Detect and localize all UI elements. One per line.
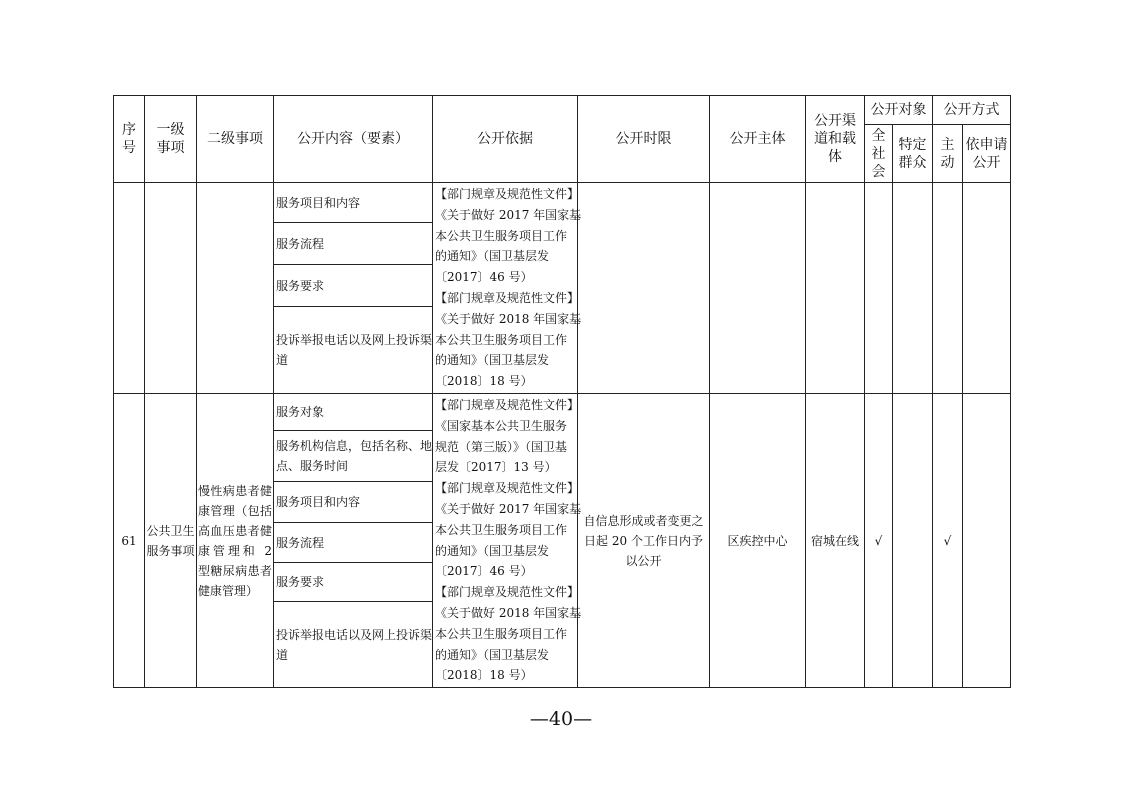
header-content: 公开内容（要素）: [274, 96, 433, 183]
b1-basis: 【部门规章及规范性文件】 《关于做好 2017 年国家基 本公共卫生服务项目工作 的通知》（国卫基层发 〔2017〕46 号） 【部门规章及规范性文件】 《关于做好 2018 年国家基 本公共卫生服务项目工作 的通知》（国卫基层发 〔2018〕18 号）: [433, 183, 578, 394]
b1-method-active: [933, 183, 963, 394]
b2-basis: 【部门规章及规范性文件】 《国家基本公共卫生服务 规范（第三版）》（国卫基 层发〔2017〕13 号） 【部门规章及规范性文件】 《关于做好 2017 年国家基 本公共卫生服务项目工作 的通知》（国卫基层发 〔2017〕46 号） 【部门规章及规范性文件】 《关于做好 2018 年国家基 本公共卫生服务项目工作 的通知》（国卫基层发 〔2018〕18 号）: [433, 394, 578, 688]
b1-content-item: 服务项目和内容: [274, 183, 433, 223]
b2-content-item: 服务项目和内容: [274, 482, 433, 523]
b1-subject: [710, 183, 806, 394]
b2-content-item: 投诉举报电话以及网上投诉渠道: [274, 601, 433, 687]
b1-channel: [806, 183, 865, 394]
header-target: 公开对象: [865, 96, 933, 125]
header-time-limit: 公开时限: [578, 96, 710, 183]
header-level1: 一级 事项: [145, 96, 197, 183]
header-basis: 公开依据: [433, 96, 578, 183]
page-number: —40—: [529, 708, 593, 730]
b1-target-specific: [893, 183, 933, 394]
b2-level1: 公共卫生服务事项: [145, 394, 197, 688]
b1-time-limit: [578, 183, 710, 394]
b2-subject: 区疾控中心: [710, 394, 806, 688]
b1-level1: [145, 183, 197, 394]
header-method-active: 主 动: [933, 125, 963, 183]
header-seq: 序 号: [114, 96, 145, 183]
b2-method-active: √: [933, 394, 963, 688]
b2-content-item: 服务要求: [274, 563, 433, 602]
header-subject: 公开主体: [710, 96, 806, 183]
header-method: 公开方式: [933, 96, 1011, 125]
b2-target-specific: [893, 394, 933, 688]
b2-channel: 宿城在线: [806, 394, 865, 688]
b2-content-item: 服务流程: [274, 522, 433, 563]
b2-content-item: 服务机构信息，包括名称、地点、服务时间: [274, 430, 433, 482]
b2-time-limit: 自信息形成或者变更之日起 20 个工作日内予以公开: [578, 394, 710, 688]
header-method-request: 依申请 公开: [963, 125, 1011, 183]
header-channel: 公开渠 道和载 体: [806, 96, 865, 183]
b1-seq: [114, 183, 145, 394]
b2-method-request: [963, 394, 1011, 688]
b2-level2: 慢性病患者健康管理（包括高血压患者健康管理和 2 型糖尿病患者健康管理）: [197, 394, 274, 688]
disclosure-table: [113, 95, 1011, 688]
header-level2: 二级事项: [197, 96, 274, 183]
header-target-all: 全 社 会: [865, 125, 893, 183]
b2-target-all: √: [865, 394, 893, 688]
b2-content-item: 服务对象: [274, 394, 433, 431]
b1-method-request: [963, 183, 1011, 394]
b1-level2: [197, 183, 274, 394]
b1-content-item: 投诉举报电话以及网上投诉渠道: [274, 307, 433, 394]
b1-content-item: 服务流程: [274, 223, 433, 265]
b1-target-all: [865, 183, 893, 394]
b2-seq: 61: [114, 394, 145, 688]
b1-content-item: 服务要求: [274, 265, 433, 307]
header-target-specific: 特定 群众: [893, 125, 933, 183]
